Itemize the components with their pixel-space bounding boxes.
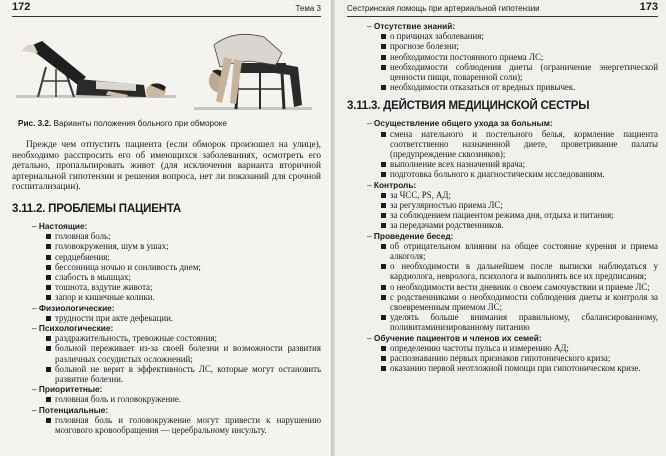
figure-photos [12, 23, 321, 115]
figure-caption-text: Варианты положения больного при обмороке [51, 119, 227, 128]
figure-caption-label: Рис. 3.2. [18, 119, 52, 128]
list-group [367, 21, 658, 92]
nurse-action-groups [347, 118, 658, 373]
bullet-list [367, 129, 658, 180]
photo-legs-raised [16, 29, 176, 107]
group-heading: – Контроль: [367, 180, 658, 190]
list-item: сердцебиения; [46, 252, 321, 262]
list-group [32, 323, 321, 384]
list-item: необходимости соблюдения диеты (ограничение энергетической ценности пищи, поваренной соли); [381, 62, 658, 82]
bullet-list [32, 394, 321, 404]
list-item: о необходимости в дальнейшем после выписки наблюдаться у кардиолога, невролога, психолога и выполнять все их предписания; [381, 261, 658, 281]
list-group [32, 221, 321, 303]
list-group [32, 303, 321, 323]
right-page-header [347, 0, 658, 17]
group-heading: – Психологические: [32, 323, 321, 333]
page-number: 172 [12, 1, 31, 13]
body-paragraph: Прежде чем отпустить пациента (если обморок произошел на улице), необходимо расспросить его об имеющихся заболеваниях, осмотреть его детально, пропальпировать живот (для исключения варианта вторичной артериальной гипотензии и решения вопроса, нет ли показаний для срочной госпитализации). [12, 140, 321, 193]
figure-caption [18, 119, 321, 128]
list-item: тошнота, вздутие живота; [46, 282, 321, 292]
list-item: определению частоты пульса и измерению АД; [381, 343, 658, 353]
bullet-list [32, 415, 321, 435]
list-item: головокружения, шум в ушах; [46, 241, 321, 251]
group-heading: – Осуществление общего ухода за больным: [367, 118, 658, 128]
knowledge-gap-group [347, 21, 658, 92]
list-group [367, 231, 658, 333]
group-heading: – Приоритетные: [32, 384, 321, 394]
list-item: головная боль; [46, 231, 321, 241]
list-item: за регулярностью приема ЛС; [381, 200, 658, 210]
list-group [367, 180, 658, 231]
list-item: головная боль и головокружение могут привести к нарушению мозгового кровообращения — церебральному инсульту. [46, 415, 321, 435]
list-item: бессонница ночью и сонливость днем; [46, 262, 321, 272]
photo-sitting-head-down [194, 23, 312, 113]
list-item: с родственниками о необходимости соблюдения диеты и контроля за своевременным приемом ЛС; [381, 292, 658, 312]
section-title-nurse-actions: 3.11.3. ДЕЙСТВИЯ МЕДИЦИНСКОЙ СЕСТРЫ [347, 100, 590, 113]
list-item: прогнозе болезни; [381, 41, 658, 51]
group-heading: – Потенциальные: [32, 405, 321, 415]
list-item: за передачами родственников. [381, 220, 658, 230]
group-heading: – Физиологические: [32, 303, 321, 313]
bullet-list [367, 241, 658, 333]
list-item: уделять больше внимания правильному, сбалансированному, поливитаминизированному питанию [381, 312, 658, 332]
list-item: за ЧСС, PS, АД; [381, 190, 658, 200]
list-item: запор и кишечные колики. [46, 292, 321, 302]
list-item: за соблюдением пациентом режима дня, отдыха и питания; [381, 210, 658, 220]
bullet-list [32, 333, 321, 384]
right-page [335, 0, 666, 456]
bullet-list [367, 190, 658, 231]
list-item: слабость в мышцах; [46, 272, 321, 282]
bullet-list [367, 31, 658, 92]
group-heading: – Настоящие: [32, 221, 321, 231]
list-item: необходимости постоянного приема ЛС; [381, 52, 658, 62]
list-group [32, 384, 321, 404]
list-item: выполнение всех назначений врача; [381, 159, 658, 169]
list-item: оказанию первой неотложной помощи при гипотоническом кризе. [381, 363, 658, 373]
list-item: раздражительность, тревожные состояния; [46, 333, 321, 343]
running-head: Тема 3 [295, 4, 321, 13]
bullet-list [367, 343, 658, 374]
list-item: головная боль и головокружение. [46, 394, 321, 404]
problem-groups [12, 221, 321, 435]
list-item: о причинах заболевания; [381, 31, 658, 41]
list-group [367, 333, 658, 374]
list-item: смена нательного и постельного белья, кормление пациента соответственно назначенной диете, проветривание палаты (предупреждение сквозняков); [381, 129, 658, 160]
list-item: распознаванию первых признаков гипотонического криза; [381, 353, 658, 363]
group-heading: – Обучение пациентов и членов их семей: [367, 333, 658, 343]
list-item: подготовка больного к диагностическим исследованиям. [381, 169, 658, 179]
list-item: больной не верит в эффективность ЛС, которые могут остановить развитие болезни. [46, 364, 321, 384]
list-item: об отрицательном влиянии на общее состояние курения и приема алкоголя; [381, 241, 658, 261]
bullet-list [32, 313, 321, 323]
list-item: о необходимости вести дневник о своем самочувствии и приеме ЛС; [381, 282, 658, 292]
list-group [32, 405, 321, 436]
bullet-list [32, 231, 321, 302]
group-heading: – Проведение бесед: [367, 231, 658, 241]
group-heading: – Отсутствие знаний: [367, 21, 658, 31]
list-group [367, 118, 658, 179]
list-item: необходимости отказаться от вредных привычек. [381, 82, 658, 92]
list-item: трудности при акте дефекации. [46, 313, 321, 323]
page-number: 173 [639, 1, 658, 13]
section-title-problems: 3.11.2. ПРОБЛЕМЫ ПАЦИЕНТА [12, 202, 182, 215]
list-item: больной переживает из-за своей болезни и возможности развития различных сосудистых осложнений; [46, 343, 321, 363]
left-page-header [12, 0, 321, 17]
running-head: Сестринская помощь при артериальной гипотензии [347, 4, 540, 13]
left-page [0, 0, 331, 456]
